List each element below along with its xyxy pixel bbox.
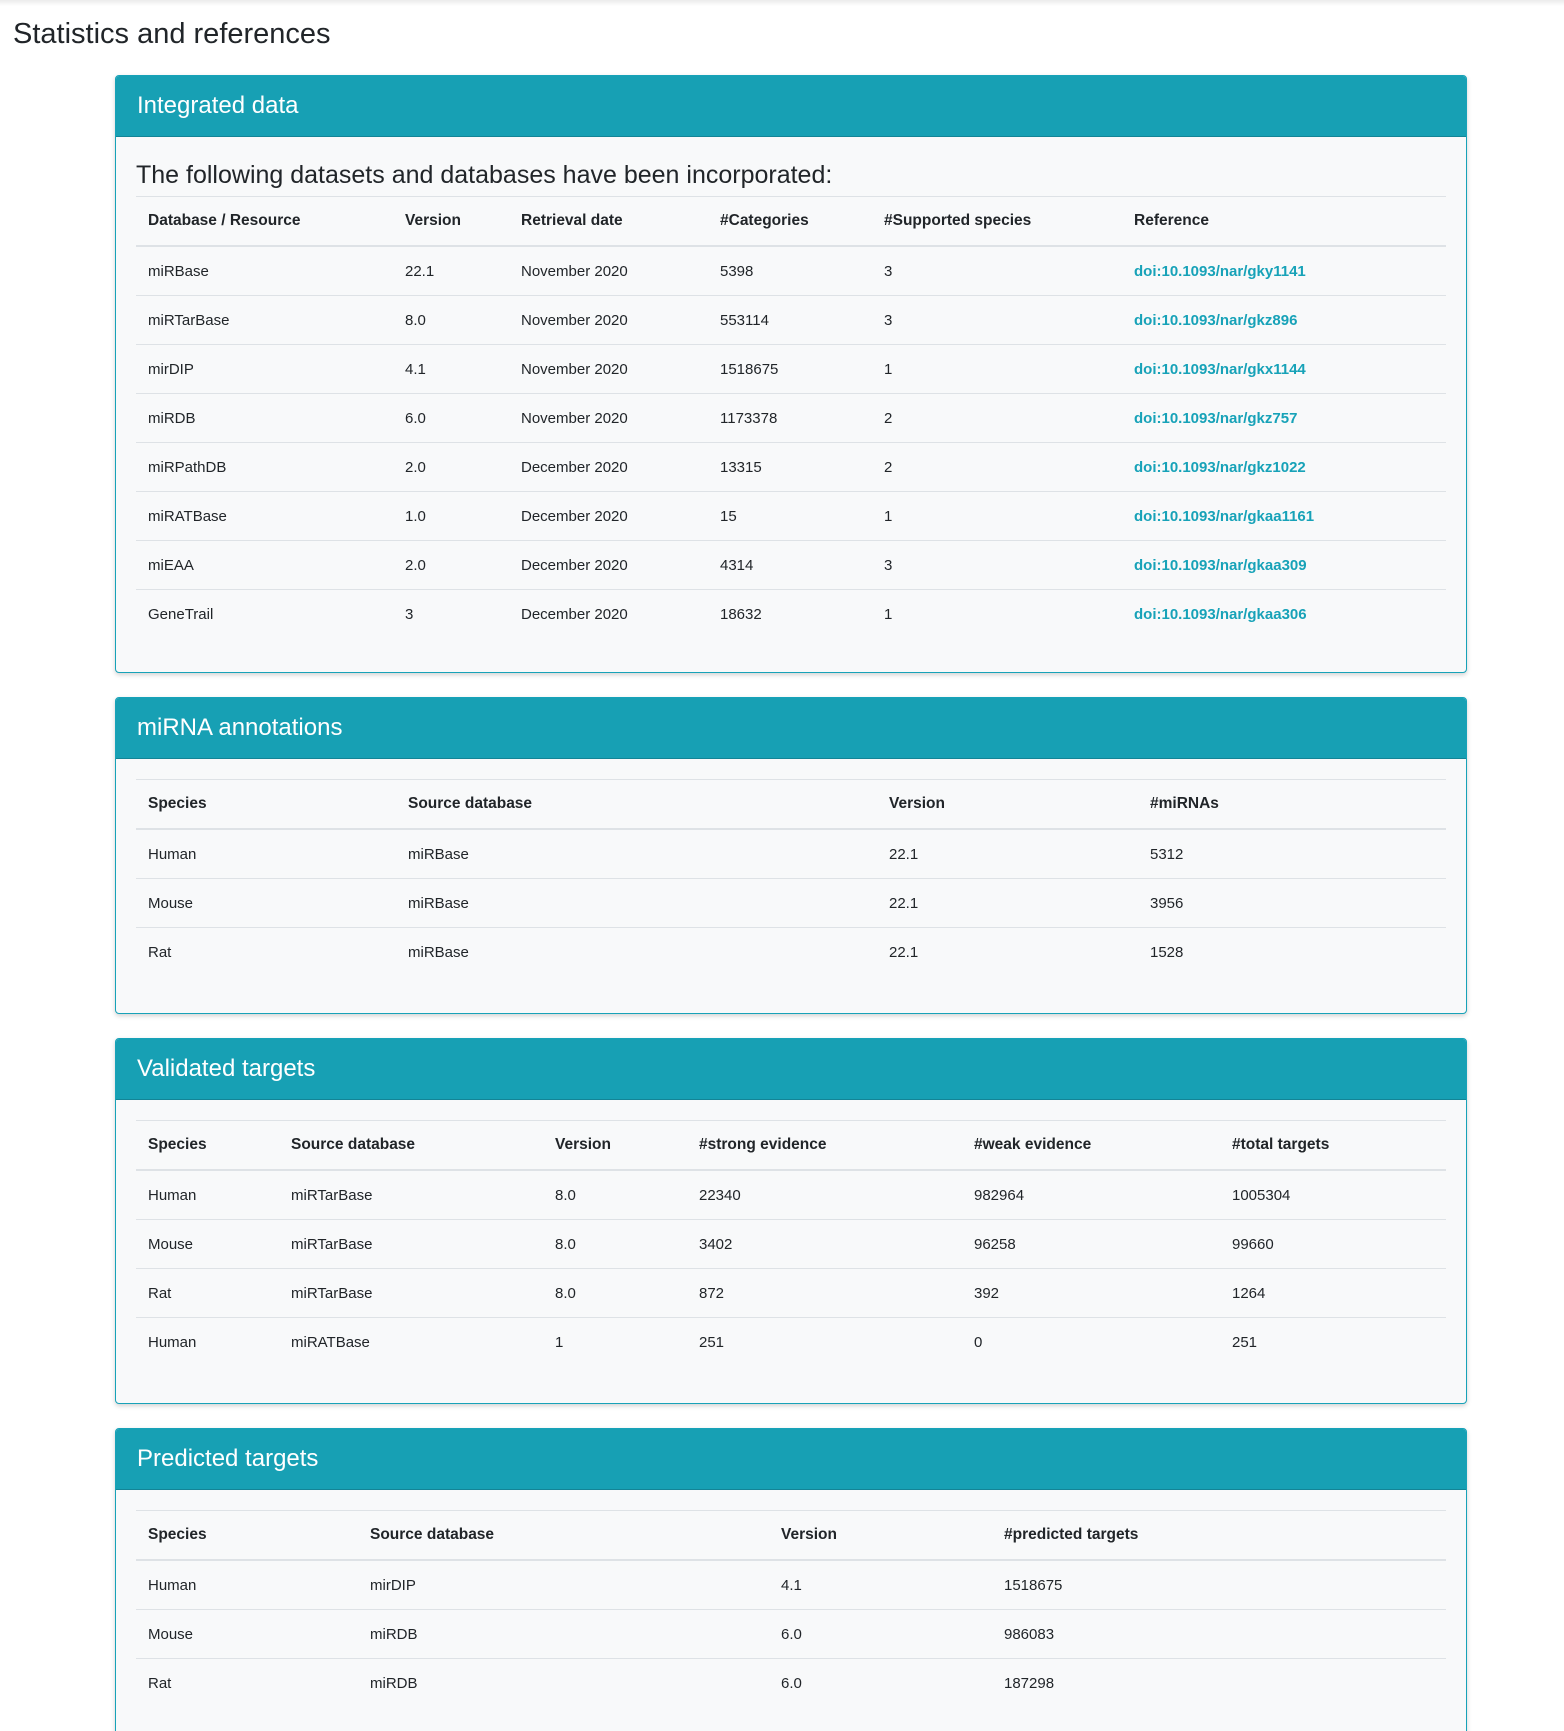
column-header[interactable]: Source database	[396, 780, 877, 830]
table-cell: 22.1	[877, 928, 1138, 977]
reference-link[interactable]: doi:10.1093/nar/gkz757	[1134, 409, 1298, 427]
table-cell: 392	[962, 1269, 1220, 1318]
column-header[interactable]: Source database	[358, 1511, 769, 1561]
table-cell: 553114	[708, 296, 872, 345]
table-row	[136, 1318, 1446, 1367]
table-cell: 99660	[1220, 1220, 1446, 1269]
mirna-annotations-header: miRNA annotations	[116, 698, 1466, 759]
table-cell: 3	[884, 262, 893, 280]
table-cell: 1	[872, 590, 1122, 639]
table-cell: 6.0	[769, 1610, 992, 1659]
table-cell: November 2020	[509, 394, 708, 443]
table-cell: 1173378	[708, 394, 872, 443]
table-cell: miRATBase	[279, 1318, 543, 1367]
top-shadow	[0, 0, 1564, 6]
table-cell: 251	[1220, 1318, 1446, 1367]
integrated-data-header: Integrated data	[116, 76, 1466, 137]
table-cell: miRATBase	[136, 492, 393, 541]
table-cell: 1	[872, 345, 1122, 394]
column-header[interactable]: Database / Resource	[136, 197, 393, 247]
table-cell: Human	[148, 1576, 197, 1594]
column-header[interactable]: #Categories	[708, 197, 872, 247]
table-cell: 22.1	[877, 879, 1138, 928]
table-cell: 1518675	[1004, 1576, 1063, 1594]
reference-link[interactable]: doi:10.1093/nar/gkaa306	[1134, 605, 1307, 623]
column-header[interactable]: Version	[877, 780, 1138, 830]
table-cell: 8.0	[555, 1186, 576, 1204]
table-cell: miRBase	[148, 262, 209, 280]
table-row	[136, 1269, 1446, 1318]
table-cell: 6.0	[769, 1659, 992, 1708]
table-cell: Mouse	[136, 1610, 358, 1659]
table-cell: 96258	[962, 1220, 1220, 1269]
table-cell: Rat	[136, 1659, 358, 1708]
table-cell: miRTarBase	[279, 1220, 543, 1269]
table-cell	[1122, 345, 1446, 394]
table-cell: 5312	[1150, 845, 1184, 863]
table-cell: 1	[872, 492, 1122, 541]
column-header[interactable]: Version	[769, 1511, 992, 1561]
integrated-data-card	[115, 75, 1467, 673]
column-header[interactable]: #strong evidence	[687, 1121, 962, 1171]
table-cell: 6.0	[393, 394, 509, 443]
table-cell: miRDB	[358, 1610, 769, 1659]
table-cell: 872	[687, 1269, 962, 1318]
table-cell: miRBase	[408, 845, 469, 863]
predicted-targets-header: Predicted targets	[116, 1429, 1466, 1490]
table-row	[136, 1220, 1446, 1269]
column-header[interactable]: #miRNAs	[1138, 780, 1446, 830]
table-cell: 8.0	[393, 296, 509, 345]
table-cell: miRDB	[358, 1659, 769, 1708]
table-row	[136, 590, 1446, 639]
table-cell: December 2020	[509, 443, 708, 492]
table-cell: miRTarBase	[291, 1186, 373, 1204]
table-row	[136, 296, 1446, 345]
table-cell: 4.1	[781, 1576, 802, 1594]
table-row	[136, 345, 1446, 394]
table-row	[136, 541, 1446, 590]
table-cell: 15	[708, 492, 872, 541]
table-row	[136, 829, 1446, 879]
table-cell: 2.0	[393, 443, 509, 492]
table-cell	[1122, 590, 1446, 639]
table-cell: miEAA	[136, 541, 393, 590]
table-cell: 1005304	[1232, 1186, 1291, 1204]
table-cell: Rat	[136, 1269, 279, 1318]
column-header[interactable]: Reference	[1122, 197, 1446, 247]
table-cell: 4314	[708, 541, 872, 590]
table-cell: Rat	[136, 928, 396, 977]
table-row	[136, 443, 1446, 492]
column-header[interactable]: #total targets	[1220, 1121, 1446, 1171]
column-header[interactable]: Version	[393, 197, 509, 247]
table-cell	[1122, 246, 1446, 296]
table-row	[136, 1170, 1446, 1220]
integrated-data-lead: The following datasets and databases have been incorporated:	[136, 161, 833, 189]
table-cell: 1	[543, 1318, 687, 1367]
validated-targets-table	[136, 1120, 1446, 1366]
table-cell: November 2020	[509, 345, 708, 394]
validated-targets-header: Validated targets	[116, 1039, 1466, 1100]
table-cell: 3	[872, 541, 1122, 590]
table-cell: 3	[872, 296, 1122, 345]
predicted-targets-card	[115, 1428, 1467, 1731]
table-cell: 1528	[1138, 928, 1446, 977]
table-cell: 187298	[992, 1659, 1446, 1708]
table-cell: 3402	[687, 1220, 962, 1269]
column-header[interactable]: Version	[543, 1121, 687, 1171]
table-cell: November 2020	[509, 296, 708, 345]
table-cell: 13315	[708, 443, 872, 492]
table-row	[136, 246, 1446, 296]
table-cell: 4.1	[393, 345, 509, 394]
table-cell: Human	[148, 1186, 197, 1204]
table-cell: 1518675	[708, 345, 872, 394]
table-cell: miRBase	[396, 928, 877, 977]
table-cell: 8.0	[543, 1220, 687, 1269]
table-cell	[1122, 394, 1446, 443]
mirna-annotations-card	[115, 697, 1467, 1014]
table-cell: 0	[962, 1318, 1220, 1367]
column-header[interactable]: #predicted targets	[992, 1511, 1446, 1561]
table-cell: 5398	[720, 262, 754, 280]
table-cell: 2	[872, 443, 1122, 492]
table-cell: 2	[872, 394, 1122, 443]
validated-targets-card	[115, 1038, 1467, 1404]
table-cell: mirDIP	[136, 345, 393, 394]
table-cell: 18632	[708, 590, 872, 639]
table-cell: 2.0	[393, 541, 509, 590]
table-row	[136, 1560, 1446, 1610]
table-cell: 986083	[992, 1610, 1446, 1659]
table-cell: 22.1	[405, 262, 435, 280]
column-header[interactable]: #weak evidence	[962, 1121, 1220, 1171]
table-cell: 251	[687, 1318, 962, 1367]
column-header[interactable]: Retrieval date	[509, 197, 708, 247]
table-cell: December 2020	[509, 492, 708, 541]
table-row	[136, 1610, 1446, 1659]
reference-link[interactable]: doi:10.1093/nar/gky1141	[1134, 262, 1306, 280]
table-cell	[1122, 492, 1446, 541]
table-row	[136, 1659, 1446, 1708]
column-header[interactable]: Species	[136, 1511, 358, 1561]
table-cell: miRBase	[396, 879, 877, 928]
reference-link[interactable]: doi:10.1093/nar/gkx1144	[1134, 360, 1306, 378]
table-cell: December 2020	[509, 541, 708, 590]
table-cell: 1264	[1220, 1269, 1446, 1318]
table-cell: 3	[393, 590, 509, 639]
table-cell: December 2020	[509, 590, 708, 639]
table-cell: Mouse	[136, 1220, 279, 1269]
table-cell: mirDIP	[370, 1576, 416, 1594]
table-row	[136, 394, 1446, 443]
table-cell: Mouse	[136, 879, 396, 928]
column-header[interactable]: Species	[136, 780, 396, 830]
table-cell: miRPathDB	[136, 443, 393, 492]
table-cell: 22.1	[889, 845, 919, 863]
table-cell: miRTarBase	[136, 296, 393, 345]
integrated-data-table	[136, 196, 1446, 638]
table-cell: 3956	[1138, 879, 1446, 928]
table-cell: November 2020	[521, 262, 628, 280]
table-row	[136, 492, 1446, 541]
table-cell: 1.0	[393, 492, 509, 541]
table-cell	[1122, 296, 1446, 345]
reference-link[interactable]: doi:10.1093/nar/gkz896	[1134, 311, 1298, 329]
table-cell: 982964	[974, 1186, 1025, 1204]
table-cell: miRDB	[136, 394, 393, 443]
table-cell: GeneTrail	[136, 590, 393, 639]
column-header[interactable]: Source database	[279, 1121, 543, 1171]
reference-link[interactable]: doi:10.1093/nar/gkz1022	[1134, 458, 1306, 476]
column-header[interactable]: #Supported species	[872, 197, 1122, 247]
reference-link[interactable]: doi:10.1093/nar/gkaa1161	[1134, 507, 1315, 525]
reference-link[interactable]: doi:10.1093/nar/gkaa309	[1134, 556, 1307, 574]
table-cell: Human	[148, 845, 197, 863]
table-row	[136, 928, 1446, 977]
table-cell: Human	[136, 1318, 279, 1367]
table-cell: miRTarBase	[279, 1269, 543, 1318]
table-cell: 22340	[699, 1186, 741, 1204]
table-cell	[1122, 443, 1446, 492]
predicted-targets-table	[136, 1510, 1446, 1707]
table-cell	[1122, 541, 1446, 590]
table-row	[136, 879, 1446, 928]
column-header[interactable]: Species	[136, 1121, 279, 1171]
mirna-annotations-table	[136, 779, 1446, 976]
table-cell: 8.0	[543, 1269, 687, 1318]
page-title: Statistics and references	[13, 18, 331, 50]
